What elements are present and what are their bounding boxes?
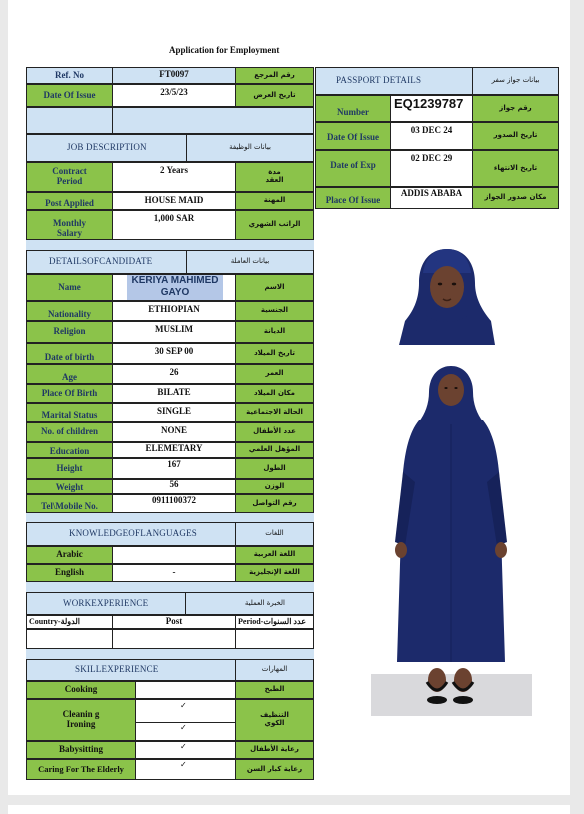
religion-label: Religion — [26, 321, 113, 343]
passport-number-value: EQ1239787 — [390, 95, 473, 122]
check-mark-icon: ✓ — [180, 742, 187, 751]
children-value: NONE — [112, 422, 236, 442]
skill-elderly-check-cell — [135, 759, 236, 780]
passport-exp-label: Date of Exp — [315, 150, 391, 187]
contract-label: Contract Period — [26, 162, 113, 192]
skill-cooking-label: Cooking — [26, 681, 136, 699]
issue-label-ar: تاريخ العرض — [235, 84, 314, 107]
age-label: Age — [26, 364, 113, 384]
skill-ironing-check-cell — [135, 722, 236, 741]
work-section-header-ar: الخبرة العملية — [185, 592, 314, 615]
name-label-ar: الاسم — [235, 274, 314, 301]
spacer-row — [26, 513, 314, 522]
passport-section-header: PASSPORT DETAILS — [315, 67, 473, 95]
spacer-row — [26, 240, 314, 250]
skills-section-header-ar: المهارات — [235, 659, 314, 681]
issue-value: 23/5/23 — [112, 84, 236, 107]
skills-section-header: SKILLEXPERIENCE — [26, 659, 236, 681]
height-label-ar: الطول — [235, 458, 314, 479]
candidate-headshot-photo — [399, 245, 495, 345]
spacer-row — [26, 582, 314, 592]
candidate-full-body-photo — [371, 362, 532, 716]
languages-section-header-ar: اللغات — [235, 522, 314, 546]
skill-cleaning-label: Cleanin g Ironing — [26, 699, 136, 741]
english-label: English — [26, 564, 113, 582]
religion-value: MUSLIM — [112, 321, 236, 343]
passport-issue-ar: تاريخ الصدور — [472, 122, 559, 150]
next-page-edge — [8, 805, 570, 814]
work-section-header: WORKEXPERIENCE — [26, 592, 186, 615]
nationality-label: Nationality — [26, 301, 113, 321]
name-label: Name — [26, 274, 113, 301]
name-value: KERIYA MAHIMED GAYO — [127, 275, 223, 300]
arabic-label-ar: اللغة العربية — [235, 546, 314, 564]
birthplace-label-ar: مكان الميلاد — [235, 384, 314, 403]
arabic-label: Arabic — [26, 546, 113, 564]
phone-value: 0911100372 — [112, 494, 236, 513]
passport-exp-value: 02 DEC 29 — [390, 150, 473, 187]
height-label: Height — [26, 458, 113, 479]
nationality-value: ETHIOPIAN — [112, 301, 236, 321]
candidate-section-header-ar: بيانات العاملة — [186, 250, 314, 274]
dob-label-ar: تاريخ الميلاد — [235, 343, 314, 364]
skill-elderly-ar: رعاية كبار السن — [235, 759, 314, 780]
skill-cleaning-check-cell — [135, 699, 236, 723]
skill-elderly-label: Caring For The Elderly — [26, 759, 136, 780]
religion-label-ar: الديانة — [235, 321, 314, 343]
english-label-ar: اللغة الإنجليزية — [235, 564, 314, 582]
salary-value: 1,000 SAR — [112, 210, 236, 240]
issue-label: Date Of Issue — [26, 84, 113, 107]
nationality-label-ar: الجنسية — [235, 301, 314, 321]
salary-label-ar: الراتب الشهري — [235, 210, 314, 240]
blank-cell — [26, 107, 113, 134]
contract-label-ar: مدة العقد — [235, 162, 314, 192]
check-mark-icon: ✓ — [180, 723, 187, 732]
phone-label: Tel\Mobile No. — [26, 494, 113, 513]
spacer-row — [26, 649, 314, 659]
phone-label-ar: رقم التواصل — [235, 494, 314, 513]
weight-value: 56 — [112, 479, 236, 494]
age-label-ar: العمر — [235, 364, 314, 384]
passport-number-ar: رقم جواز — [472, 95, 559, 122]
skill-cooking-check — [135, 681, 236, 699]
weight-label: Weight — [26, 479, 113, 494]
passport-number-label: Number — [315, 95, 391, 122]
post-value: HOUSE MAID — [112, 192, 236, 210]
check-mark-icon: ✓ — [180, 701, 187, 710]
passport-exp-ar: تاريخ الانتهاء — [472, 150, 559, 187]
passport-issue-label: Date Of Issue — [315, 122, 391, 150]
page-title: Application for Employment — [169, 45, 280, 55]
education-value: ELEMETARY — [112, 442, 236, 458]
marital-value: SINGLE — [112, 403, 236, 422]
work-col-period: Period-عدد السنوات — [235, 615, 314, 629]
post-label-ar: المهنة — [235, 192, 314, 210]
birthplace-value: BILATE — [112, 384, 236, 403]
height-value: 167 — [112, 458, 236, 479]
work-cell — [235, 629, 314, 649]
blank-cell — [112, 107, 314, 134]
work-cell — [26, 629, 113, 649]
work-cell — [112, 629, 236, 649]
skill-babysitting-label: Babysitting — [26, 741, 136, 759]
dob-label: Date of birth — [26, 343, 113, 364]
arabic-value — [112, 546, 236, 564]
english-value: - — [112, 564, 236, 582]
work-col-post: Post — [112, 615, 236, 629]
salary-label: Monthly Salary — [26, 210, 113, 240]
check-mark-icon: ✓ — [180, 760, 187, 769]
skill-babysitting-check-cell — [135, 741, 236, 759]
passport-place-value: ADDIS ABABA — [390, 187, 473, 209]
marital-label: Marital Status — [26, 403, 113, 422]
dob-value: 30 SEP 00 — [112, 343, 236, 364]
birthplace-label: Place Of Birth — [26, 384, 113, 403]
weight-label-ar: الوزن — [235, 479, 314, 494]
skill-cooking-ar: الطبخ — [235, 681, 314, 699]
job-section-header: JOB DESCRIPTION — [26, 134, 187, 162]
post-label: Post Applied — [26, 192, 113, 210]
education-label-ar: المؤهل العلمي — [235, 442, 314, 458]
education-label: Education — [26, 442, 113, 458]
marital-label-ar: الحالة الاجتماعية — [235, 403, 314, 422]
children-label-ar: عدد الأطفال — [235, 422, 314, 442]
skill-cleaning-ar: التنظيف الكوي — [235, 699, 314, 741]
work-col-country: Country-الدولة — [26, 615, 113, 629]
ref-value: FT0097 — [112, 67, 236, 84]
passport-issue-value: 03 DEC 24 — [390, 122, 473, 150]
passport-section-header-ar: بيانات جواز سفر — [472, 67, 559, 95]
age-value: 26 — [112, 364, 236, 384]
name-cell — [112, 274, 236, 301]
job-section-header-ar: بيانات الوظيفة — [186, 134, 314, 162]
passport-place-ar: مكان صدور الجواز — [472, 187, 559, 209]
passport-place-label: Place Of Issue — [315, 187, 391, 209]
candidate-section-header: DETAILSOFCANDIDATE — [26, 250, 187, 274]
languages-section-header: KNOWLEDGEOFLANGUAGES — [26, 522, 236, 546]
skill-babysitting-ar: رعاية الأطفال — [235, 741, 314, 759]
children-label: No. of children — [26, 422, 113, 442]
ref-label-ar: رقم المرجع — [235, 67, 314, 84]
contract-value: 2 Years — [112, 162, 236, 192]
ref-label: Ref. No — [26, 67, 113, 84]
